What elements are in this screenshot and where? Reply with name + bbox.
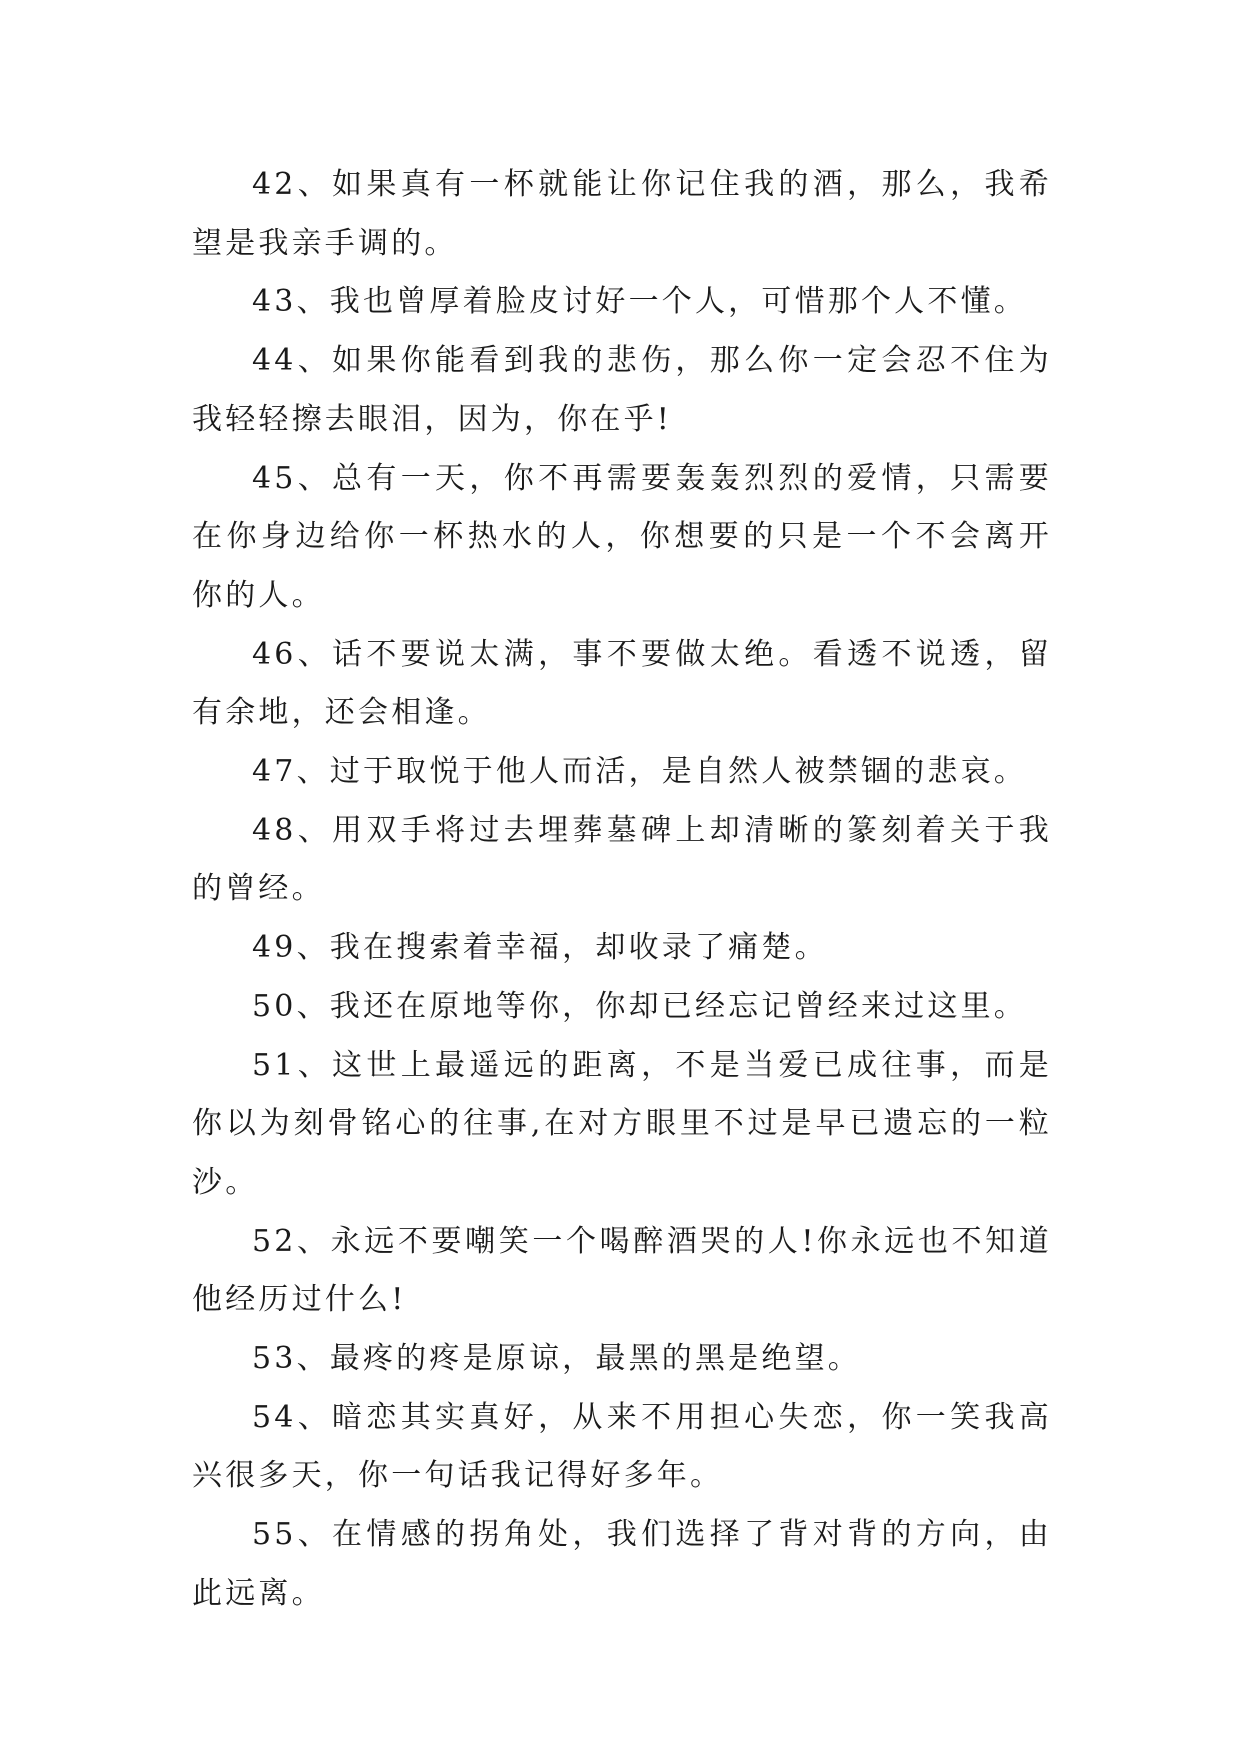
- paragraph-49: 49、我在搜索着幸福，却收录了痛楚。: [252, 930, 828, 966]
- paragraph-45: 45、总有一天，你不再需要轰轰烈烈的爱情，只需要在你身边给你一杯热水的人，你想要的只是一个不会离开你的人。: [192, 460, 1052, 613]
- paragraph-55: 55、在情感的拐角处，我们选择了背对背的方向，由此远离。: [192, 1517, 1052, 1611]
- paragraph-46: 46、话不要说太满，事不要做太绝。看透不说透，留有余地，还会相逢。: [192, 636, 1052, 731]
- paragraph-52: 52、永远不要嘲笑一个喝醉酒哭的人!你永远也不知道他经历过什么!: [192, 1223, 1052, 1318]
- paragraph-47: 47、过于取悦于他人而活，是自然人被禁锢的悲哀。: [252, 754, 1027, 790]
- paragraph-50: 50、我还在原地等你，你却已经忘记曾经来过这里。: [252, 988, 1027, 1024]
- paragraph-44: 44、如果你能看到我的悲伤，那么你一定会忍不住为我轻轻擦去眼泪，因为，你在乎!: [192, 343, 1052, 437]
- paragraph-51: 51、这世上最遥远的距离，不是当爱已成往事，而是你以为刻骨铭心的往事,在对方眼里不过是早已遗忘的一粒沙。: [192, 1047, 1052, 1200]
- paragraph-42: 42、如果真有一杯就能让你记住我的酒，那么，我希望是我亲手调的。: [192, 167, 1052, 261]
- paragraph-43: 43、我也曾厚着脸皮讨好一个人，可惜那个人不懂。: [252, 284, 1027, 320]
- paragraph-48: 48、用双手将过去埋葬墓碑上却清晰的篆刻着关于我的曾经。: [192, 812, 1052, 907]
- document-body: [192, 156, 1052, 1624]
- paragraph-54: 54、暗恋其实真好，从来不用担心失恋，你一笑我高兴很多天，你一句话我记得好多年。: [192, 1399, 1052, 1494]
- paragraph-53: 53、最疼的疼是原谅，最黑的黑是绝望。: [252, 1341, 861, 1377]
